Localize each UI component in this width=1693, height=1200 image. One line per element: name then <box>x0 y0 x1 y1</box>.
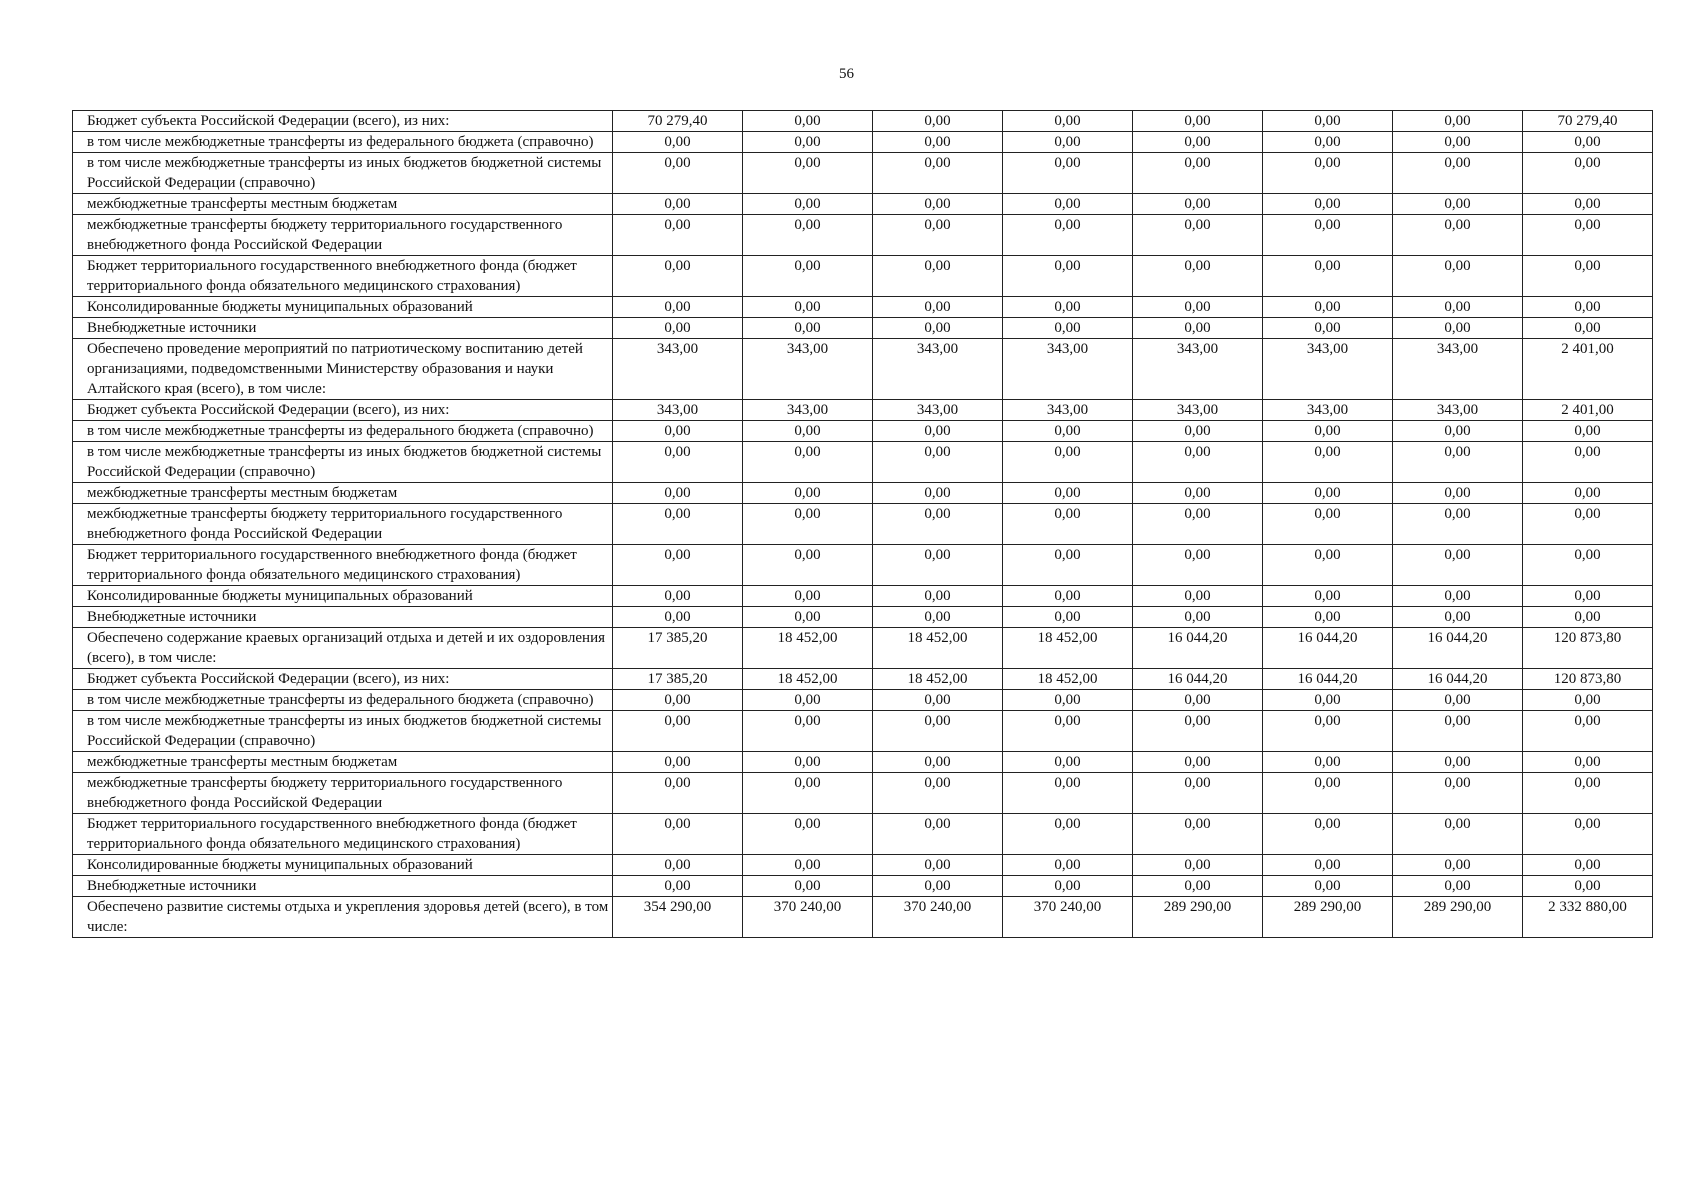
value-cell: 0,00 <box>1133 421 1263 442</box>
row-label: межбюджетные трансферты бюджету территориального государственного внебюджетного фонда Российской Федерации <box>73 215 613 256</box>
row-label: межбюджетные трансферты местным бюджетам <box>73 194 613 215</box>
total-cell: 0,00 <box>1523 256 1653 297</box>
table-row <box>73 504 1653 545</box>
value-cell: 0,00 <box>1263 132 1393 153</box>
row-label: Бюджет территориального государственного внебюджетного фонда (бюджет территориального фонда обязательного медицинского страхования) <box>73 814 613 855</box>
value-cell: 0,00 <box>1133 442 1263 483</box>
value-cell: 0,00 <box>613 421 743 442</box>
total-cell: 0,00 <box>1523 442 1653 483</box>
value-cell: 343,00 <box>1263 339 1393 400</box>
total-cell: 0,00 <box>1523 586 1653 607</box>
value-cell: 343,00 <box>1003 339 1133 400</box>
value-cell: 0,00 <box>613 442 743 483</box>
row-label: в том числе межбюджетные трансферты из иных бюджетов бюджетной системы Российской Федерации (справочно) <box>73 442 613 483</box>
value-cell: 0,00 <box>1003 711 1133 752</box>
total-cell: 0,00 <box>1523 483 1653 504</box>
value-cell: 343,00 <box>613 400 743 421</box>
total-cell: 0,00 <box>1523 215 1653 256</box>
total-cell: 0,00 <box>1523 318 1653 339</box>
value-cell: 0,00 <box>743 318 873 339</box>
value-cell: 0,00 <box>613 504 743 545</box>
value-cell: 343,00 <box>613 339 743 400</box>
value-cell: 18 452,00 <box>873 669 1003 690</box>
value-cell: 0,00 <box>1263 318 1393 339</box>
value-cell: 0,00 <box>613 256 743 297</box>
value-cell: 0,00 <box>873 153 1003 194</box>
value-cell: 0,00 <box>1393 876 1523 897</box>
total-cell: 120 873,80 <box>1523 628 1653 669</box>
value-cell: 0,00 <box>1003 153 1133 194</box>
value-cell: 16 044,20 <box>1263 628 1393 669</box>
table-row <box>73 690 1653 711</box>
value-cell: 0,00 <box>873 297 1003 318</box>
table-row <box>73 628 1653 669</box>
value-cell: 343,00 <box>743 400 873 421</box>
value-cell: 0,00 <box>743 483 873 504</box>
table-row <box>73 545 1653 586</box>
value-cell: 0,00 <box>1133 545 1263 586</box>
value-cell: 0,00 <box>1263 421 1393 442</box>
row-label: Обеспечено развитие системы отдыха и укрепления здоровья детей (всего), в том числе: <box>73 897 613 938</box>
value-cell: 0,00 <box>1003 504 1133 545</box>
value-cell: 16 044,20 <box>1133 628 1263 669</box>
total-cell: 0,00 <box>1523 690 1653 711</box>
value-cell: 0,00 <box>613 153 743 194</box>
row-label: Консолидированные бюджеты муниципальных образований <box>73 855 613 876</box>
total-cell: 0,00 <box>1523 132 1653 153</box>
table-row <box>73 132 1653 153</box>
value-cell: 0,00 <box>743 256 873 297</box>
value-cell: 0,00 <box>1003 545 1133 586</box>
value-cell: 289 290,00 <box>1263 897 1393 938</box>
value-cell: 0,00 <box>1133 153 1263 194</box>
value-cell: 0,00 <box>613 607 743 628</box>
value-cell: 0,00 <box>1133 256 1263 297</box>
value-cell: 0,00 <box>743 153 873 194</box>
value-cell: 0,00 <box>743 421 873 442</box>
value-cell: 0,00 <box>1263 855 1393 876</box>
value-cell: 0,00 <box>1133 752 1263 773</box>
value-cell: 0,00 <box>1003 607 1133 628</box>
row-label: Внебюджетные источники <box>73 318 613 339</box>
row-label: Бюджет территориального государственного внебюджетного фонда (бюджет территориального фонда обязательного медицинского страхования) <box>73 545 613 586</box>
value-cell: 0,00 <box>613 132 743 153</box>
value-cell: 0,00 <box>873 421 1003 442</box>
value-cell: 0,00 <box>743 297 873 318</box>
value-cell: 0,00 <box>613 545 743 586</box>
value-cell: 0,00 <box>743 773 873 814</box>
value-cell: 0,00 <box>1263 876 1393 897</box>
value-cell: 18 452,00 <box>743 669 873 690</box>
table-row <box>73 483 1653 504</box>
value-cell: 0,00 <box>1393 504 1523 545</box>
value-cell: 0,00 <box>873 690 1003 711</box>
value-cell: 0,00 <box>873 855 1003 876</box>
value-cell: 0,00 <box>743 607 873 628</box>
row-label: Бюджет субъекта Российской Федерации (всего), из них: <box>73 400 613 421</box>
value-cell: 0,00 <box>1133 132 1263 153</box>
value-cell: 0,00 <box>873 111 1003 132</box>
table-row <box>73 752 1653 773</box>
value-cell: 0,00 <box>1133 111 1263 132</box>
value-cell: 0,00 <box>1393 607 1523 628</box>
row-label: межбюджетные трансферты местным бюджетам <box>73 483 613 504</box>
total-cell: 0,00 <box>1523 876 1653 897</box>
value-cell: 0,00 <box>1263 504 1393 545</box>
value-cell: 0,00 <box>1003 194 1133 215</box>
value-cell: 0,00 <box>743 111 873 132</box>
value-cell: 18 452,00 <box>1003 628 1133 669</box>
value-cell: 0,00 <box>613 297 743 318</box>
value-cell: 289 290,00 <box>1133 897 1263 938</box>
value-cell: 0,00 <box>1133 504 1263 545</box>
value-cell: 0,00 <box>1393 297 1523 318</box>
total-cell: 0,00 <box>1523 545 1653 586</box>
value-cell: 0,00 <box>1263 711 1393 752</box>
value-cell: 0,00 <box>1133 586 1263 607</box>
value-cell: 343,00 <box>743 339 873 400</box>
value-cell: 0,00 <box>1263 545 1393 586</box>
value-cell: 0,00 <box>743 711 873 752</box>
value-cell: 0,00 <box>1263 215 1393 256</box>
value-cell: 0,00 <box>873 876 1003 897</box>
value-cell: 0,00 <box>873 711 1003 752</box>
value-cell: 0,00 <box>1003 297 1133 318</box>
value-cell: 0,00 <box>1263 752 1393 773</box>
value-cell: 0,00 <box>1003 855 1133 876</box>
table-row <box>73 111 1653 132</box>
row-label: Бюджет субъекта Российской Федерации (всего), из них: <box>73 111 613 132</box>
value-cell: 0,00 <box>743 814 873 855</box>
value-cell: 0,00 <box>1003 586 1133 607</box>
value-cell: 0,00 <box>1133 318 1263 339</box>
value-cell: 0,00 <box>1003 215 1133 256</box>
value-cell: 0,00 <box>873 256 1003 297</box>
table-row <box>73 297 1653 318</box>
value-cell: 0,00 <box>743 215 873 256</box>
value-cell: 0,00 <box>743 132 873 153</box>
page-number: 56 <box>839 66 854 82</box>
value-cell: 0,00 <box>1133 297 1263 318</box>
value-cell: 0,00 <box>743 855 873 876</box>
value-cell: 0,00 <box>1003 483 1133 504</box>
value-cell: 0,00 <box>1003 256 1133 297</box>
value-cell: 0,00 <box>1393 256 1523 297</box>
value-cell: 0,00 <box>743 876 873 897</box>
value-cell: 0,00 <box>613 586 743 607</box>
value-cell: 0,00 <box>1393 194 1523 215</box>
value-cell: 0,00 <box>1133 607 1263 628</box>
value-cell: 343,00 <box>873 400 1003 421</box>
row-label: Обеспечено проведение мероприятий по патриотическому воспитанию детей организациями, подведомственными Министерству образования и науки Алтайского края (всего), в том числе: <box>73 339 613 400</box>
value-cell: 289 290,00 <box>1393 897 1523 938</box>
value-cell: 0,00 <box>1393 752 1523 773</box>
value-cell: 0,00 <box>873 752 1003 773</box>
value-cell: 0,00 <box>873 773 1003 814</box>
value-cell: 0,00 <box>743 752 873 773</box>
value-cell: 0,00 <box>1393 483 1523 504</box>
table-body <box>73 111 1653 938</box>
value-cell: 0,00 <box>873 504 1003 545</box>
row-label: межбюджетные трансферты бюджету территориального государственного внебюджетного фонда Российской Федерации <box>73 504 613 545</box>
table-row <box>73 669 1653 690</box>
table-row <box>73 215 1653 256</box>
table-row <box>73 400 1653 421</box>
value-cell: 0,00 <box>1003 876 1133 897</box>
value-cell: 0,00 <box>1003 318 1133 339</box>
value-cell: 343,00 <box>1003 400 1133 421</box>
value-cell: 17 385,20 <box>613 628 743 669</box>
value-cell: 0,00 <box>743 545 873 586</box>
value-cell: 16 044,20 <box>1393 628 1523 669</box>
table-row <box>73 421 1653 442</box>
total-cell: 0,00 <box>1523 773 1653 814</box>
value-cell: 0,00 <box>873 132 1003 153</box>
table-row <box>73 897 1653 938</box>
value-cell: 0,00 <box>1133 876 1263 897</box>
value-cell: 0,00 <box>873 318 1003 339</box>
row-label: Консолидированные бюджеты муниципальных образований <box>73 586 613 607</box>
row-label: межбюджетные трансферты местным бюджетам <box>73 752 613 773</box>
value-cell: 0,00 <box>873 814 1003 855</box>
value-cell: 0,00 <box>613 318 743 339</box>
value-cell: 0,00 <box>1263 814 1393 855</box>
total-cell: 0,00 <box>1523 297 1653 318</box>
table-row <box>73 194 1653 215</box>
value-cell: 370 240,00 <box>873 897 1003 938</box>
total-cell: 0,00 <box>1523 504 1653 545</box>
value-cell: 0,00 <box>613 773 743 814</box>
value-cell: 0,00 <box>1393 442 1523 483</box>
value-cell: 0,00 <box>1003 421 1133 442</box>
value-cell: 0,00 <box>613 194 743 215</box>
row-label: в том числе межбюджетные трансферты из иных бюджетов бюджетной системы Российской Федерации (справочно) <box>73 711 613 752</box>
value-cell: 343,00 <box>1393 400 1523 421</box>
value-cell: 370 240,00 <box>743 897 873 938</box>
total-cell: 2 401,00 <box>1523 400 1653 421</box>
value-cell: 0,00 <box>743 194 873 215</box>
value-cell: 0,00 <box>1393 132 1523 153</box>
value-cell: 0,00 <box>1393 690 1523 711</box>
table-row <box>73 773 1653 814</box>
value-cell: 0,00 <box>1003 690 1133 711</box>
value-cell: 0,00 <box>1393 421 1523 442</box>
total-cell: 70 279,40 <box>1523 111 1653 132</box>
value-cell: 0,00 <box>1003 111 1133 132</box>
value-cell: 0,00 <box>1263 194 1393 215</box>
table-row <box>73 153 1653 194</box>
value-cell: 0,00 <box>1263 773 1393 814</box>
table-row <box>73 855 1653 876</box>
value-cell: 0,00 <box>1263 256 1393 297</box>
value-cell: 0,00 <box>1393 773 1523 814</box>
value-cell: 0,00 <box>1003 752 1133 773</box>
value-cell: 0,00 <box>873 194 1003 215</box>
value-cell: 0,00 <box>1393 153 1523 194</box>
value-cell: 16 044,20 <box>1133 669 1263 690</box>
value-cell: 0,00 <box>1133 773 1263 814</box>
value-cell: 0,00 <box>1133 711 1263 752</box>
value-cell: 0,00 <box>1393 855 1523 876</box>
table-row <box>73 442 1653 483</box>
value-cell: 0,00 <box>1393 111 1523 132</box>
value-cell: 0,00 <box>873 545 1003 586</box>
value-cell: 0,00 <box>743 442 873 483</box>
value-cell: 0,00 <box>1393 814 1523 855</box>
row-label: межбюджетные трансферты бюджету территориального государственного внебюджетного фонда Российской Федерации <box>73 773 613 814</box>
value-cell: 343,00 <box>1263 400 1393 421</box>
value-cell: 0,00 <box>1393 215 1523 256</box>
value-cell: 343,00 <box>1133 400 1263 421</box>
value-cell: 0,00 <box>873 586 1003 607</box>
value-cell: 0,00 <box>1263 586 1393 607</box>
value-cell: 0,00 <box>1263 442 1393 483</box>
total-cell: 0,00 <box>1523 607 1653 628</box>
value-cell: 343,00 <box>1393 339 1523 400</box>
value-cell: 0,00 <box>1133 855 1263 876</box>
value-cell: 18 452,00 <box>1003 669 1133 690</box>
total-cell: 0,00 <box>1523 855 1653 876</box>
value-cell: 0,00 <box>743 690 873 711</box>
table-row <box>73 607 1653 628</box>
value-cell: 0,00 <box>613 690 743 711</box>
total-cell: 2 401,00 <box>1523 339 1653 400</box>
value-cell: 0,00 <box>873 442 1003 483</box>
value-cell: 0,00 <box>1393 586 1523 607</box>
value-cell: 0,00 <box>1263 111 1393 132</box>
value-cell: 0,00 <box>873 215 1003 256</box>
value-cell: 16 044,20 <box>1393 669 1523 690</box>
table-row <box>73 814 1653 855</box>
row-label: в том числе межбюджетные трансферты из федерального бюджета (справочно) <box>73 421 613 442</box>
value-cell: 0,00 <box>1393 545 1523 586</box>
value-cell: 18 452,00 <box>873 628 1003 669</box>
row-label: Бюджет субъекта Российской Федерации (всего), из них: <box>73 669 613 690</box>
value-cell: 0,00 <box>1003 814 1133 855</box>
table-row <box>73 256 1653 297</box>
value-cell: 0,00 <box>1133 483 1263 504</box>
value-cell: 0,00 <box>743 504 873 545</box>
value-cell: 0,00 <box>1393 318 1523 339</box>
value-cell: 0,00 <box>1003 442 1133 483</box>
value-cell: 0,00 <box>613 483 743 504</box>
value-cell: 343,00 <box>873 339 1003 400</box>
value-cell: 18 452,00 <box>743 628 873 669</box>
value-cell: 16 044,20 <box>1263 669 1393 690</box>
value-cell: 0,00 <box>613 711 743 752</box>
row-label: Внебюджетные источники <box>73 607 613 628</box>
row-label: Бюджет территориального государственного внебюджетного фонда (бюджет территориального фонда обязательного медицинского страхования) <box>73 256 613 297</box>
total-cell: 2 332 880,00 <box>1523 897 1653 938</box>
table-row <box>73 586 1653 607</box>
value-cell: 0,00 <box>1133 690 1263 711</box>
value-cell: 0,00 <box>1263 297 1393 318</box>
total-cell: 0,00 <box>1523 421 1653 442</box>
value-cell: 0,00 <box>1263 607 1393 628</box>
value-cell: 0,00 <box>1263 483 1393 504</box>
total-cell: 0,00 <box>1523 814 1653 855</box>
value-cell: 370 240,00 <box>1003 897 1133 938</box>
value-cell: 0,00 <box>613 215 743 256</box>
row-label: в том числе межбюджетные трансферты из федерального бюджета (справочно) <box>73 132 613 153</box>
total-cell: 0,00 <box>1523 194 1653 215</box>
value-cell: 343,00 <box>1133 339 1263 400</box>
value-cell: 0,00 <box>613 876 743 897</box>
value-cell: 0,00 <box>613 814 743 855</box>
value-cell: 0,00 <box>1393 711 1523 752</box>
value-cell: 354 290,00 <box>613 897 743 938</box>
total-cell: 0,00 <box>1523 711 1653 752</box>
table-row <box>73 339 1653 400</box>
row-label: Обеспечено содержание краевых организаций отдыха и детей и их оздоровления (всего), в том числе: <box>73 628 613 669</box>
row-label: Консолидированные бюджеты муниципальных образований <box>73 297 613 318</box>
value-cell: 0,00 <box>613 752 743 773</box>
row-label: Внебюджетные источники <box>73 876 613 897</box>
table-row <box>73 711 1653 752</box>
total-cell: 0,00 <box>1523 153 1653 194</box>
row-label: в том числе межбюджетные трансферты из федерального бюджета (справочно) <box>73 690 613 711</box>
row-label: в том числе межбюджетные трансферты из иных бюджетов бюджетной системы Российской Федерации (справочно) <box>73 153 613 194</box>
value-cell: 0,00 <box>613 855 743 876</box>
value-cell: 0,00 <box>1133 194 1263 215</box>
value-cell: 0,00 <box>873 607 1003 628</box>
total-cell: 0,00 <box>1523 752 1653 773</box>
value-cell: 0,00 <box>1263 153 1393 194</box>
table-row <box>73 318 1653 339</box>
value-cell: 0,00 <box>1133 814 1263 855</box>
value-cell: 0,00 <box>873 483 1003 504</box>
budget-table <box>72 110 1653 938</box>
value-cell: 0,00 <box>1003 773 1133 814</box>
value-cell: 0,00 <box>1133 215 1263 256</box>
value-cell: 0,00 <box>1263 690 1393 711</box>
total-cell: 120 873,80 <box>1523 669 1653 690</box>
value-cell: 70 279,40 <box>613 111 743 132</box>
value-cell: 17 385,20 <box>613 669 743 690</box>
table-row <box>73 876 1653 897</box>
value-cell: 0,00 <box>743 586 873 607</box>
value-cell: 0,00 <box>1003 132 1133 153</box>
